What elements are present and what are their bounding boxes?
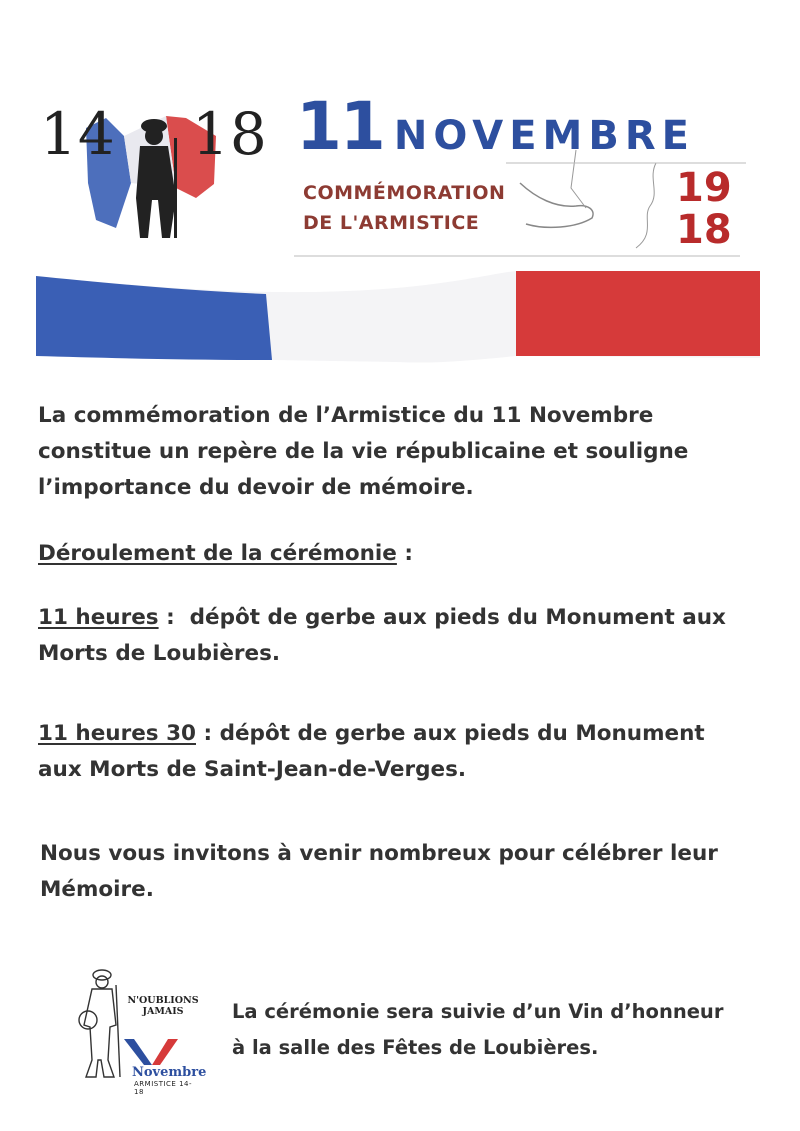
tricolor-v-icon: [122, 1035, 182, 1067]
year-bottom: 18: [676, 207, 732, 253]
logo-subtitle: ARMISTICE 14-18: [134, 1080, 193, 1096]
invitation-line-2: Mémoire.: [40, 877, 154, 902]
item-2-time: 11 heures 30: [38, 721, 196, 746]
item-2-separator: :: [196, 721, 220, 746]
program-item-2: [38, 716, 705, 788]
intro-paragraph: [38, 398, 688, 506]
subtitle-line-1: COMMÉMORATION: [303, 182, 506, 204]
footer-text: [232, 994, 723, 1066]
program-heading-suffix: :: [396, 541, 413, 566]
banner-month: NOVEMBRE: [393, 113, 695, 159]
item-1-line-1: dépôt de gerbe aux pieds du Monument aux: [189, 605, 726, 630]
years-left: 14: [40, 100, 116, 168]
logo-month: Novembre: [132, 1065, 207, 1080]
intro-line-2: constitue un repère de la vie républicaine et souligne: [38, 439, 689, 464]
logo-line-2: JAMAIS: [142, 1006, 184, 1017]
item-2-line-1: dépôt de gerbe aux pieds du Monument: [219, 721, 705, 746]
subtitle-line-2: DE L'ARMISTICE: [303, 212, 480, 234]
item-1-time: 11 heures: [38, 605, 159, 630]
invitation-paragraph: [40, 836, 718, 908]
intro-line-1: La commémoration de l’Armistice du 11 Novembre: [38, 403, 654, 428]
soldier-drawing-icon: [70, 965, 130, 1085]
banner-day: 11: [296, 88, 384, 165]
program-heading-text: Déroulement de la cérémonie: [38, 541, 397, 566]
footer-line-1: La cérémonie sera suivie d’un Vin d’honneur: [232, 1000, 724, 1023]
banner-title: [296, 88, 695, 165]
program-heading: [38, 536, 413, 572]
program-item-1: [38, 600, 726, 672]
banner-subtitle: [303, 178, 505, 238]
intro-line-3: l’importance du devoir de mémoire.: [38, 475, 474, 500]
item-2-line-2: aux Morts de Saint-Jean-de-Verges.: [38, 757, 467, 782]
item-1-line-2: Morts de Loubières.: [38, 641, 281, 666]
year-top: 19: [676, 165, 732, 211]
logo-line-1: N'OUBLIONS: [127, 995, 199, 1006]
item-1-separator: :: [158, 605, 190, 630]
footer-logo: [70, 965, 207, 1096]
footer-line-2: à la salle des Fêtes de Loubières.: [232, 1036, 599, 1059]
years-right: 18: [192, 100, 268, 168]
invitation-line-1: Nous vous invitons à venir nombreux pour célébrer leur: [40, 841, 718, 866]
